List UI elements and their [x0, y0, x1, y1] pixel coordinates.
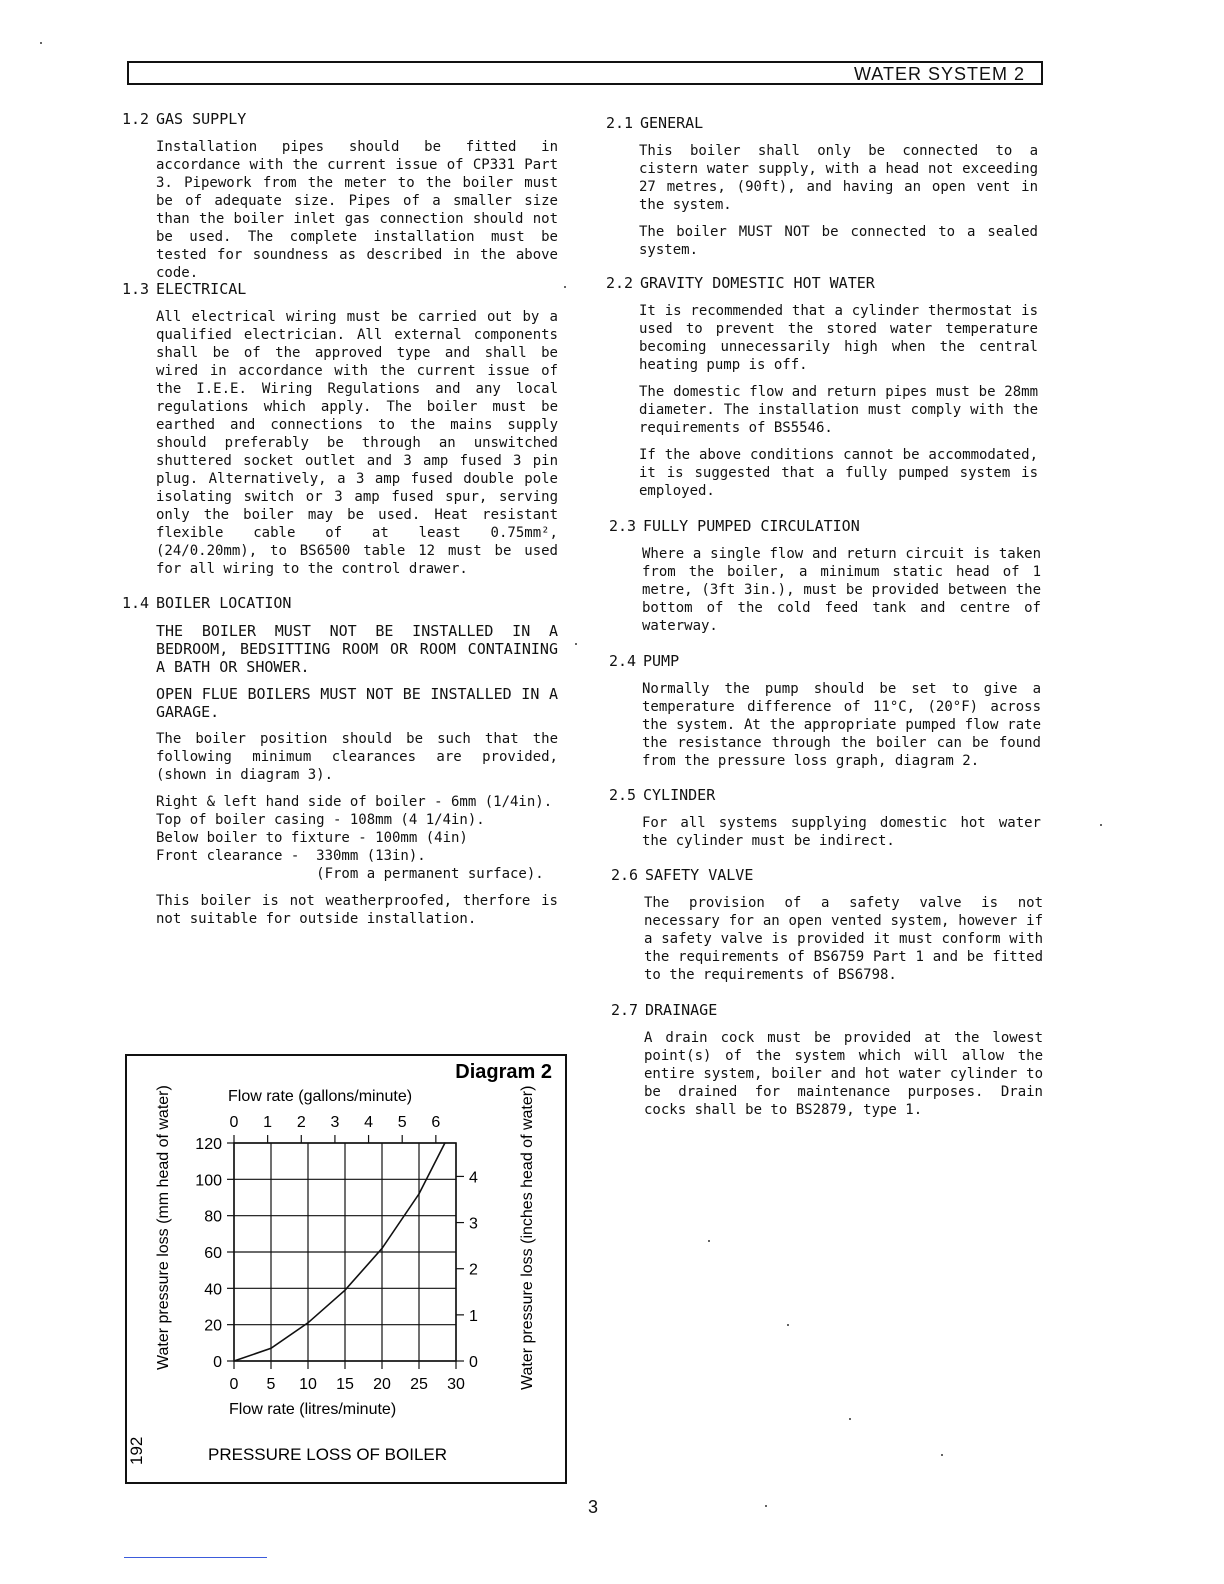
- warning-garage: OPEN FLUE BOILERS MUST NOT BE INSTALLED IN A GARAGE.: [156, 685, 558, 721]
- section-number: 2.7: [611, 1001, 639, 1019]
- paragraph: It is recommended that a cylinder thermostat is used to prevent the stored water temperature becoming unnecessarily high when the central heating pump is off.: [639, 303, 1038, 373]
- section-title: FULLY PUMPED CIRCULATION: [643, 517, 860, 535]
- section-title: PUMP: [643, 652, 680, 670]
- section-heading: [606, 114, 1038, 132]
- section-number: 2.6: [611, 866, 639, 884]
- section-title: DRAINAGE: [645, 1001, 718, 1019]
- section-heading: [122, 110, 558, 128]
- y-tick-label: 80: [204, 1208, 222, 1226]
- paragraph: Where a single flow and return circuit is taken from the boiler, a minimum static head of 1 metre, (3ft 3in.), must be provided between the bottom of the cold feed tank and centre of waterway.: [642, 546, 1041, 634]
- x-tick-label: 25: [410, 1376, 428, 1393]
- section-heading: [609, 652, 1041, 670]
- x-tick-label: 5: [266, 1376, 276, 1393]
- section-2-7: [611, 1001, 1043, 1128]
- section-1-4: [122, 594, 558, 937]
- y2-tick-label: 4: [469, 1169, 478, 1187]
- y2-tick-label: 3: [469, 1215, 478, 1233]
- paragraph: This boiler shall only be connected to a cistern water supply, with a head not exceeding 27 metres, (90ft), and having an open vent in the system.: [639, 143, 1038, 213]
- diagram-label: Diagram 2: [455, 1061, 552, 1083]
- section-title: SAFETY VALVE: [645, 866, 754, 884]
- x2-tick-label: 2: [296, 1114, 306, 1131]
- paragraph: All electrical wiring must be carried out by a qualified electrician. All external components shall be of the approved type and shall be wired in accordance with the current issue of the I.E.E. Wiring Regulations and any local regulations which apply. The boiler must be earthed and connections to the mains supply should preferably be through an unswitched shuttered socket outlet and 3 amp fused 3 pin plug. Alternatively, a 3 amp fused double pole isolating switch or 3 amp fused spur, serving only the boiler may be used. Heat resistant flexible cable of at least 0.75mm², (24/0.20mm), to BS6500 table 12 must be used for all wiring to the control drawer.: [156, 309, 558, 577]
- x2-axis-title: Flow rate (gallons/minute): [228, 1088, 413, 1105]
- y2-tick-label: 0: [469, 1354, 478, 1371]
- scan-speck: [765, 1505, 767, 1507]
- scan-speck: [708, 1240, 710, 1242]
- clearance-line: Top of boiler casing - 108mm (4 1/4in).: [156, 812, 485, 828]
- y-axis-title: Water pressure loss (mm head of water): [155, 1085, 172, 1370]
- x2-tick-label: 4: [364, 1114, 374, 1131]
- section-2-5: [609, 786, 1041, 859]
- paragraph: For all systems supplying domestic hot water the cylinder must be indirect.: [642, 815, 1041, 849]
- warning-bedroom: THE BOILER MUST NOT BE INSTALLED IN A BEDROOM, BEDSITTING ROOM OR ROOM CONTAINING A BATH OR SHOWER.: [156, 622, 558, 676]
- header-bar: [127, 61, 1043, 85]
- y-tick-label: 100: [195, 1172, 222, 1190]
- x-tick-label: 10: [299, 1376, 317, 1393]
- paragraph: A drain cock must be provided at the lowest point(s) of the system which will allow the entire system, boiler and hot water cylinder to be drained for maintenance purposes. Drain cocks shall be to BS2879, type 1.: [644, 1030, 1043, 1118]
- x2-tick-label: 6: [431, 1114, 441, 1131]
- header-title: WATER SYSTEM 2: [853, 64, 1025, 84]
- paragraph: Installation pipes should be fitted in accordance with the current issue of CP331 Part 3. Pipework from the meter to the boiler must be of adequate size. Pipes of a smaller size than the boiler inlet gas connection should not be used. The complete installation must be tested for soundness as described in the above code.: [156, 139, 558, 281]
- scan-speck: [575, 643, 577, 645]
- footer-rule: [124, 1557, 267, 1558]
- section-number: 2.2: [606, 274, 634, 292]
- clearances-list: [156, 793, 558, 883]
- section-title: CYLINDER: [643, 786, 716, 804]
- x2-tick-label: 5: [397, 1114, 407, 1131]
- paragraph: The provision of a safety valve is not necessary for an open vented system, however if a safety valve is provided it must conform with the requirements of BS6759 Part 1 and be fitted to the requirements of BS6798.: [644, 895, 1043, 983]
- x-tick-label: 15: [336, 1376, 354, 1393]
- x2-tick-label: 3: [330, 1114, 340, 1131]
- clearance-line: Front clearance - 330mm (13in).: [156, 848, 426, 864]
- x-tick-label: 0: [229, 1376, 239, 1393]
- scan-speck: [941, 1454, 943, 1456]
- section-number: 2.3: [609, 517, 637, 535]
- y-tick-label: 0: [213, 1354, 222, 1371]
- scan-speck: [40, 42, 42, 44]
- section-title: GRAVITY DOMESTIC HOT WATER: [640, 274, 875, 292]
- section-heading: [609, 786, 1041, 804]
- section-heading: [122, 280, 558, 298]
- section-2-2: [606, 274, 1038, 509]
- x-tick-label: 30: [447, 1376, 465, 1393]
- section-heading: [609, 517, 1041, 535]
- paragraph: The domestic flow and return pipes must be 28mm diameter. The installation must comply with the requirements of BS5546.: [639, 384, 1038, 436]
- y-tick-label: 20: [204, 1317, 222, 1335]
- section-2-6: [611, 866, 1043, 993]
- scan-speck: [564, 286, 566, 288]
- section-number: 2.1: [606, 114, 634, 132]
- section-number: 2.4: [609, 652, 637, 670]
- y-tick-label: 60: [204, 1245, 222, 1262]
- side-page-number: 192: [127, 1436, 146, 1465]
- scan-speck: [787, 1324, 789, 1326]
- paragraph: If the above conditions cannot be accommodated, it is suggested that a fully pumped system is employed.: [639, 447, 1038, 499]
- x2-tick-label: 1: [263, 1114, 273, 1131]
- page-number: 3: [588, 1497, 599, 1517]
- clearance-line: Below boiler to fixture - 100mm (4in): [156, 830, 468, 846]
- section-title: GAS SUPPLY: [156, 110, 247, 128]
- section-title: BOILER LOCATION: [156, 594, 292, 612]
- section-1-2: [122, 110, 558, 291]
- x-axis-title: Flow rate (litres/minute): [229, 1401, 397, 1418]
- section-heading: [122, 594, 558, 612]
- y2-axis-title: Water pressure loss (inches head of water): [519, 1085, 536, 1390]
- section-number: 1.3: [122, 280, 150, 298]
- paragraph: The boiler position should be such that the following minimum clearances are provided, (shown in diagram 3).: [156, 731, 558, 783]
- section-2-3: [609, 517, 1041, 644]
- y-tick-label: 40: [204, 1281, 222, 1299]
- diagram-caption: PRESSURE LOSS OF BOILER: [208, 1445, 448, 1464]
- section-title: ELECTRICAL: [156, 280, 247, 298]
- section-1-3: [122, 280, 558, 587]
- section-heading: [611, 866, 1043, 884]
- y2-tick-label: 1: [469, 1307, 478, 1325]
- y-tick-label: 120: [195, 1136, 222, 1153]
- scan-speck: [1100, 824, 1102, 826]
- section-number: 2.5: [609, 786, 637, 804]
- section-heading: [611, 1001, 1043, 1019]
- paragraph: This boiler is not weatherproofed, therfore is not suitable for outside installation.: [156, 893, 558, 927]
- section-number: 1.4: [122, 594, 150, 612]
- section-number: 1.2: [122, 110, 150, 128]
- y2-tick-label: 2: [469, 1261, 478, 1279]
- paragraph: The boiler MUST NOT be connected to a sealed system.: [639, 224, 1038, 258]
- section-heading: [606, 274, 1038, 292]
- diagram-2-box: [125, 1054, 567, 1484]
- paragraph: Normally the pump should be set to give a temperature difference of 11°C, (20°F) across the system. At the appropriate pumped flow rate the resistance through the boiler can be found from the pressure loss graph, diagram 2.: [642, 681, 1041, 769]
- clearance-line: (From a permanent surface).: [156, 866, 544, 882]
- x2-tick-label: 0: [229, 1114, 239, 1131]
- clearance-line: Right & left hand side of boiler - 6mm (1/4in).: [156, 794, 553, 810]
- scan-speck: [849, 1418, 851, 1420]
- section-2-4: [609, 652, 1041, 779]
- section-2-1: [606, 114, 1038, 268]
- section-title: GENERAL: [640, 114, 704, 132]
- x-tick-label: 20: [373, 1376, 391, 1393]
